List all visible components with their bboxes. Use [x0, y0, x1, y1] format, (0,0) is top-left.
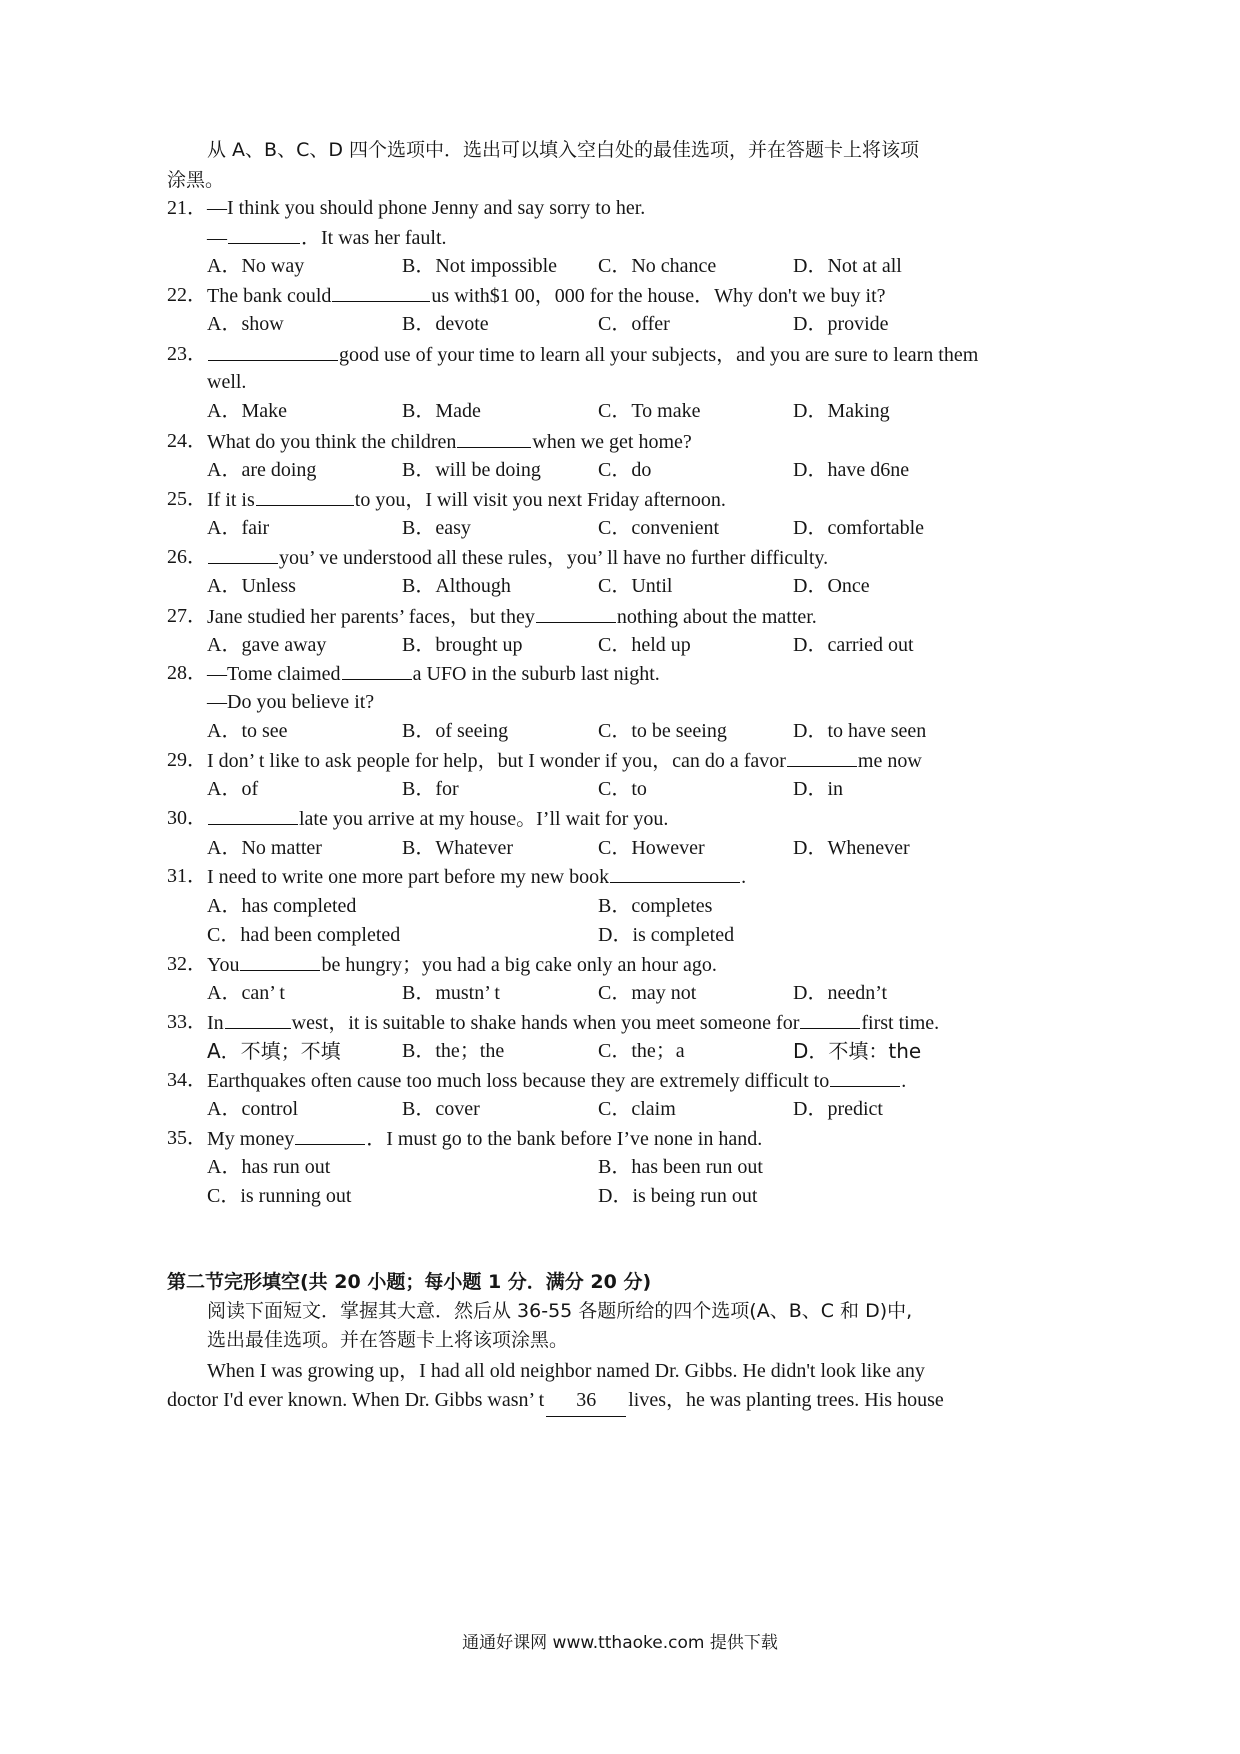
answer-blank	[295, 1122, 365, 1145]
stem-text: well.	[207, 371, 247, 393]
stem-text: —I think you should phone Jenny and say sorry to her.	[207, 197, 646, 219]
option-b: B．brought up	[402, 634, 523, 656]
question-stem	[207, 192, 645, 224]
option-b: B．mustn’ t	[402, 982, 500, 1004]
option-a: A．不填；不填	[207, 1039, 341, 1063]
option-d: D．不填：the	[793, 1039, 922, 1063]
answer-blank	[208, 802, 298, 825]
stem-text: I don’ t like to ask people for help，but I wonder if you，can do a favor	[207, 750, 786, 772]
answer-blank	[240, 948, 320, 971]
option-d: D．Not at all	[793, 255, 902, 277]
option-a: A．show	[207, 313, 284, 335]
stem-text: first time.	[861, 1012, 940, 1034]
option-c: C．convenient	[598, 517, 720, 539]
stem-text: late you arrive at my house。I’ll wait for you.	[299, 808, 669, 830]
stem-text: —	[207, 227, 227, 249]
option-a: A．of	[207, 778, 259, 800]
stem-text: —Do you believe it?	[207, 691, 375, 713]
question-number: 25．	[167, 488, 207, 510]
answer-blank	[228, 221, 300, 244]
option-c: C．to	[598, 778, 647, 800]
option-b: B．easy	[402, 517, 471, 539]
option-a: A．are doing	[207, 459, 317, 481]
option-c: C．claim	[598, 1098, 676, 1120]
stem-text: me now	[857, 750, 922, 772]
stem-text: you’ ve understood all these rules，you’ ll have no further difficulty.	[279, 547, 829, 569]
stem-text: good use of your time to learn all your subjects，and you are sure to learn them	[339, 344, 979, 366]
option-b: B．cover	[402, 1098, 480, 1120]
answer-blank	[830, 1064, 900, 1087]
option-c: C．is running out	[207, 1185, 352, 1207]
question-number: 34．	[167, 1069, 207, 1091]
option-b: B．Not impossible	[402, 255, 558, 277]
option-a: A．can’ t	[207, 982, 285, 1004]
option-a: A．fair	[207, 517, 270, 539]
option-d: D．is completed	[598, 924, 735, 946]
stem-text: nothing about the matter.	[616, 606, 817, 628]
option-d: D．Making	[793, 400, 890, 422]
stem-text: You	[207, 954, 240, 976]
option-a: A．Make	[207, 400, 287, 422]
question-stem	[207, 948, 717, 980]
question-stem	[207, 802, 668, 834]
option-c: C．do	[598, 459, 652, 481]
answer-blank	[225, 1006, 291, 1029]
question-stem	[207, 860, 746, 892]
question-stem	[207, 1122, 762, 1154]
option-a: A．No matter	[207, 837, 322, 859]
question-stem-line-2	[207, 221, 447, 253]
option-c: C．had been completed	[207, 924, 401, 946]
stem-text: to you，I will visit you next Friday afternoon.	[354, 489, 726, 511]
question-stem-line-2	[207, 686, 374, 718]
question-stem	[207, 1006, 939, 1038]
answer-blank	[800, 1006, 860, 1029]
stem-text: .	[741, 866, 747, 888]
question-stem	[207, 483, 726, 515]
option-c: C．the；a	[598, 1040, 685, 1062]
answer-blank	[332, 279, 430, 302]
question-number: 22．	[167, 284, 207, 306]
option-a: A．Unless	[207, 575, 296, 597]
option-d: D．Once	[793, 575, 870, 597]
option-b: B．has been run out	[598, 1156, 763, 1178]
stem-text: us with$1 00，000 for the house．Why don't we buy it?	[431, 285, 886, 307]
option-b: B．will be doing	[402, 459, 541, 481]
option-c: C．No chance	[598, 255, 717, 277]
stem-text: a UFO in the suburb last night.	[412, 663, 660, 685]
option-c: C．held up	[598, 634, 691, 656]
option-d: D．in	[793, 778, 843, 800]
option-a: A．gave away	[207, 634, 327, 656]
answer-blank	[342, 657, 412, 680]
stem-text: Earthquakes often cause too much loss because they are extremely difficult to	[207, 1070, 830, 1092]
option-c: C．to be seeing	[598, 720, 727, 742]
section-heading: 第二节完形填空(共 20 小题；每小题 1 分．满分 20 分)	[167, 1271, 652, 1293]
question-number: 31．	[167, 865, 207, 887]
option-d: D．comfortable	[793, 517, 925, 539]
stem-text: Jane studied her parents’ faces，but they	[207, 606, 535, 628]
answer-blank	[208, 338, 338, 361]
question-number: 26．	[167, 546, 207, 568]
stem-text: west，it is suitable to shake hands when you meet someone for	[291, 1012, 800, 1034]
question-number: 30．	[167, 807, 207, 829]
question-stem	[207, 338, 978, 370]
option-a: A．to see	[207, 720, 288, 742]
answer-blank	[457, 425, 531, 448]
option-c: C．offer	[598, 313, 670, 335]
option-c: C．Until	[598, 575, 673, 597]
stem-text: —Tome claimed	[207, 663, 341, 685]
stem-text: .	[901, 1070, 907, 1092]
option-a: A．has run out	[207, 1156, 331, 1178]
option-b: B．devote	[402, 313, 489, 335]
option-d: D．is being run out	[598, 1185, 758, 1207]
option-d: D．carried out	[793, 634, 914, 656]
passage-line-2	[167, 1384, 944, 1416]
question-stem	[207, 744, 922, 776]
question-number: 33．	[167, 1011, 207, 1033]
option-c: C．However	[598, 837, 705, 859]
instructions-line-1: 从 A、B、C、D 四个选项中．选出可以填入空白处的最佳选项，并在答题卡上将该项	[207, 139, 920, 161]
question-stem	[207, 425, 692, 457]
option-a: A．control	[207, 1098, 299, 1120]
stem-text: I need to write one more part before my new book	[207, 866, 610, 888]
question-number: 27．	[167, 605, 207, 627]
option-b: B．Although	[402, 575, 511, 597]
option-d: D．Whenever	[793, 837, 910, 859]
question-number: 29．	[167, 749, 207, 771]
question-number: 28．	[167, 662, 207, 684]
option-d: D．provide	[793, 313, 889, 335]
question-stem	[207, 279, 886, 311]
question-stem	[207, 600, 817, 632]
stem-text: The bank could	[207, 285, 332, 307]
question-stem	[207, 1064, 906, 1096]
passage-text-b: lives，he was planting trees. His house	[628, 1389, 944, 1411]
option-b: B．the；the	[402, 1040, 505, 1062]
option-b: B．completes	[598, 895, 713, 917]
instructions-line-2: 涂黑。	[167, 169, 225, 191]
question-stem	[207, 541, 828, 573]
answer-blank	[536, 600, 616, 623]
option-c: C．To make	[598, 400, 701, 422]
stem-text: If it is	[207, 489, 255, 511]
stem-text: ．I must go to the bank before I’ve none in hand.	[366, 1128, 763, 1150]
page-footer: 通通好课网 www.tthaoke.com 提供下载	[462, 1633, 778, 1653]
option-d: D．predict	[793, 1098, 883, 1120]
option-c: C．may not	[598, 982, 697, 1004]
question-stem-line-2	[207, 366, 246, 398]
question-number: 21．	[167, 197, 207, 219]
question-number: 32．	[167, 953, 207, 975]
option-d: D．have d6ne	[793, 459, 910, 481]
question-number: 24．	[167, 430, 207, 452]
option-b: B．of seeing	[402, 720, 509, 742]
stem-text: My money	[207, 1128, 295, 1150]
question-stem	[207, 657, 660, 689]
answer-blank	[787, 744, 857, 767]
question-number: 35．	[167, 1127, 207, 1149]
passage-line-1: When I was growing up，I had all old neighbor named Dr. Gibbs. He didn't look like any	[207, 1360, 925, 1382]
option-a: A．has completed	[207, 895, 357, 917]
option-b: B．Whatever	[402, 837, 514, 859]
blank-36: 36	[546, 1384, 626, 1417]
stem-text: be hungry；you had a big cake only an hour ago.	[321, 954, 717, 976]
stem-text: ．It was her fault.	[301, 227, 447, 249]
stem-text: when we get home?	[532, 431, 692, 453]
option-b: B．for	[402, 778, 459, 800]
answer-blank	[610, 860, 740, 883]
option-d: D．needn’t	[793, 982, 888, 1004]
option-a: A．No way	[207, 255, 305, 277]
option-d: D．to have seen	[793, 720, 927, 742]
section-intro-line-2: 选出最佳选项。并在答题卡上将该项涂黑。	[207, 1329, 569, 1351]
stem-text: What do you think the children	[207, 431, 457, 453]
answer-blank	[208, 541, 278, 564]
answer-blank	[256, 483, 354, 506]
option-b: B．Made	[402, 400, 481, 422]
stem-text: In	[207, 1012, 224, 1034]
section-intro-line-1: 阅读下面短文．掌握其大意．然后从 36-55 各题所给的四个选项(A、B、C 和 D)中,	[207, 1300, 913, 1322]
question-number: 23．	[167, 343, 207, 365]
passage-text-a: doctor I'd ever known. When Dr. Gibbs wasn’ t	[167, 1389, 545, 1411]
